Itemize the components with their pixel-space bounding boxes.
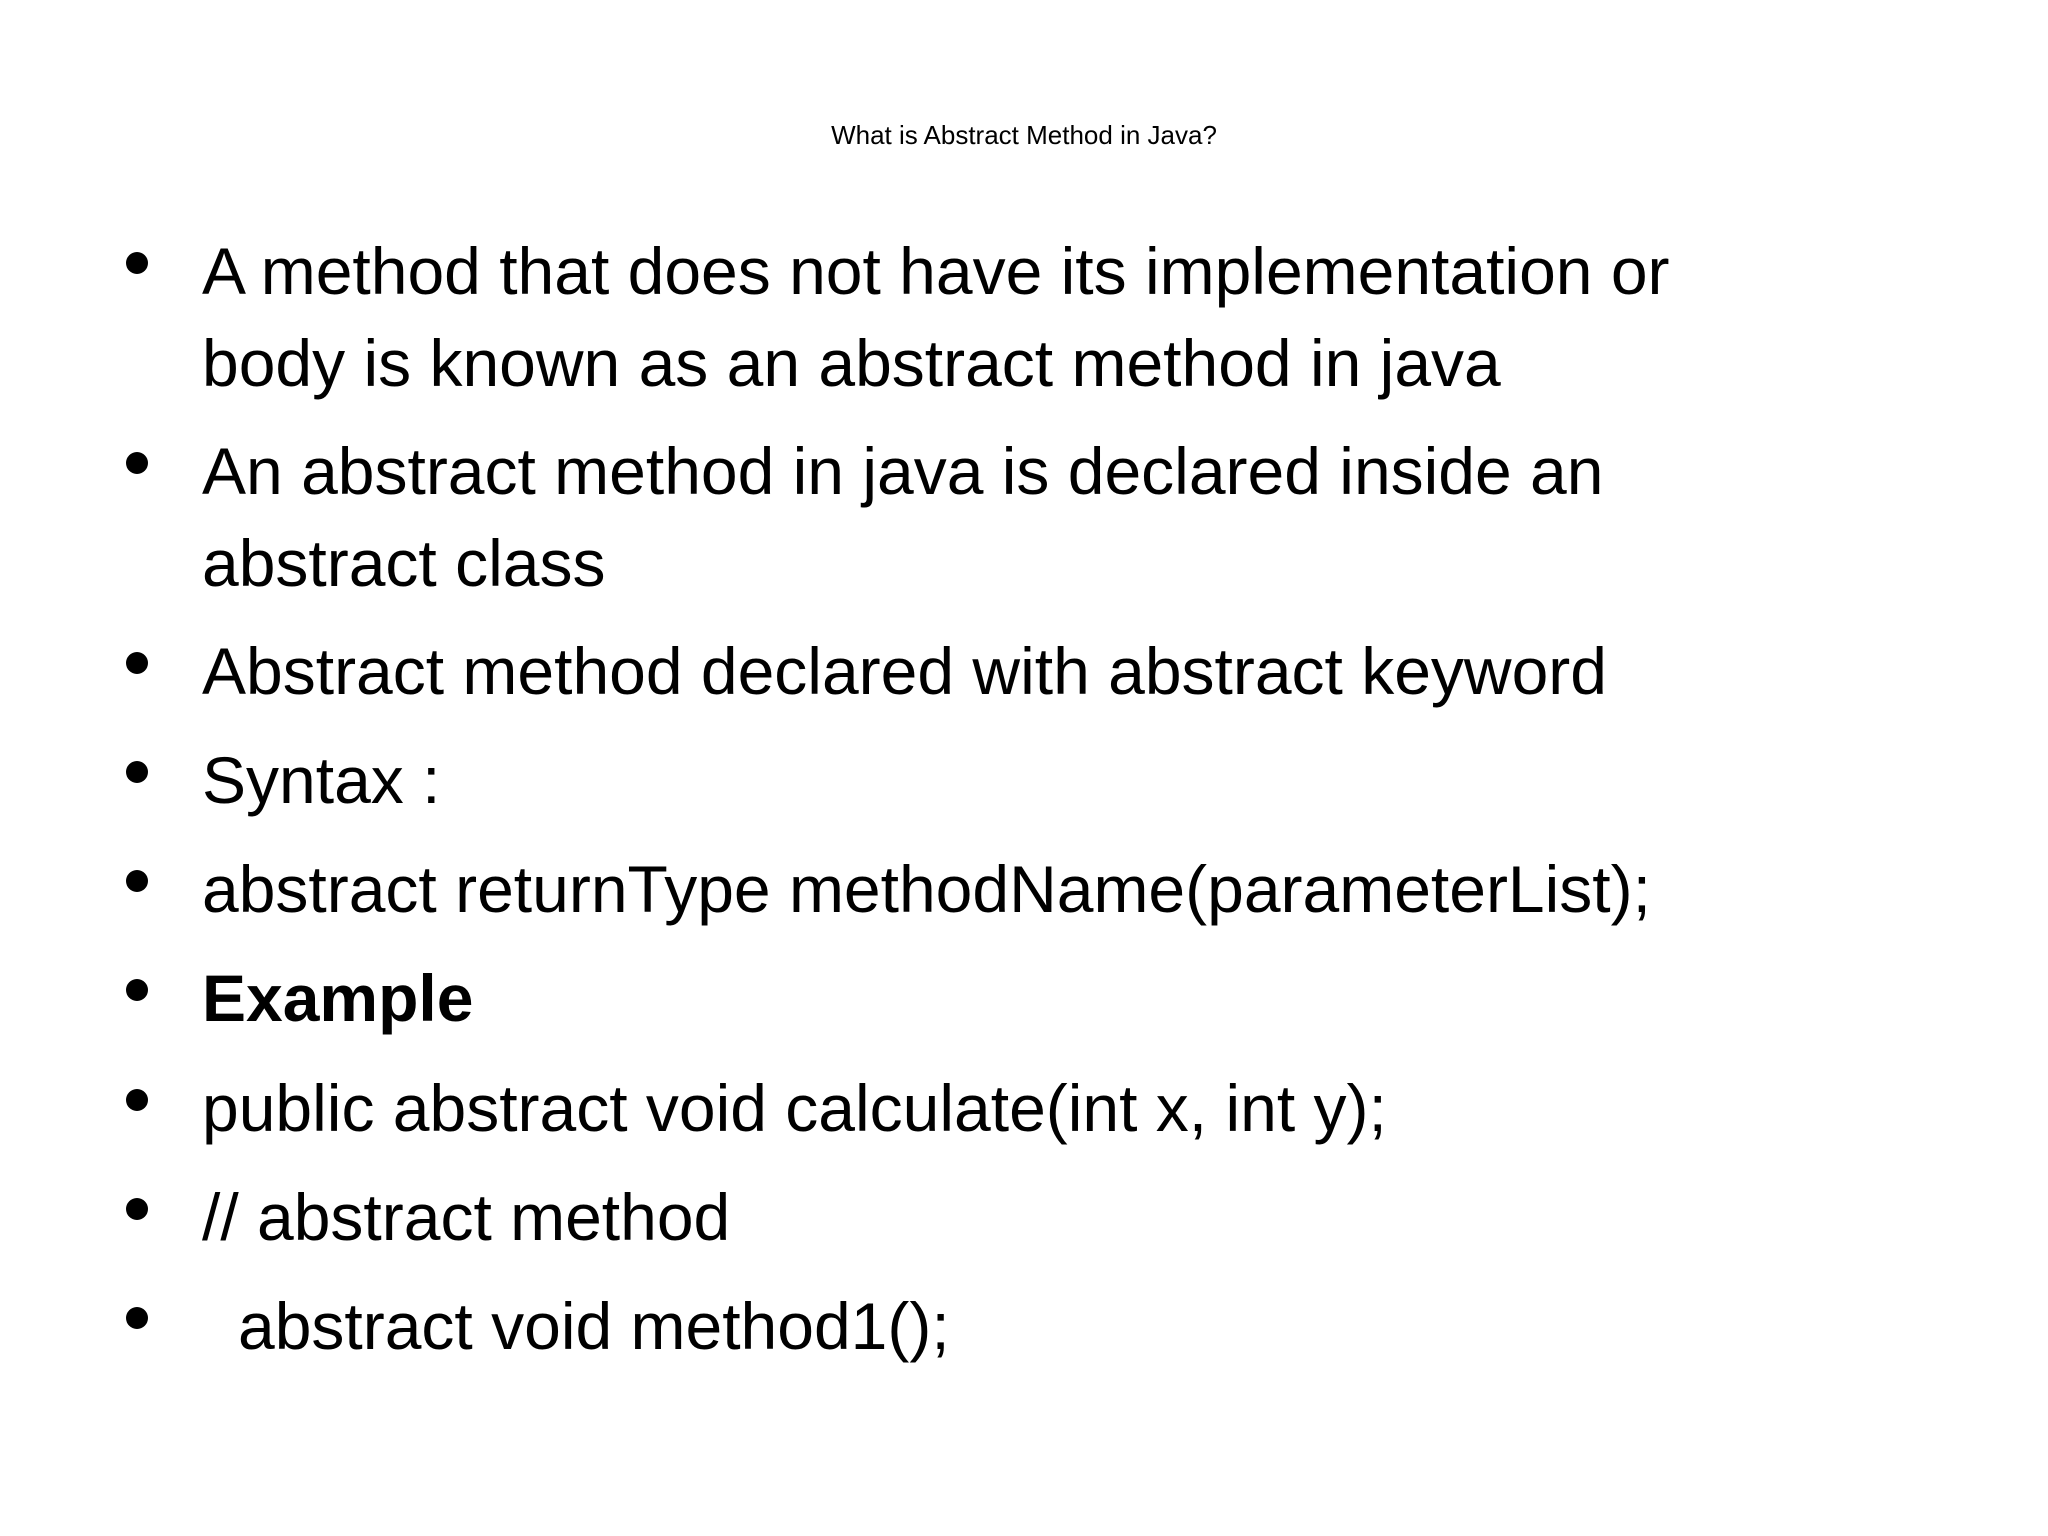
bullet-dot-icon (126, 652, 148, 674)
bullet-text: A method that does not have its implementation or (202, 234, 1670, 308)
bullet-text-continuation: abstract class (202, 526, 606, 600)
bullet-text-heading: Example (202, 961, 474, 1035)
bullet-dot-icon (126, 1198, 148, 1220)
bullet-dot-icon (126, 452, 148, 474)
bullet-text: An abstract method in java is declared inside an (202, 434, 1604, 508)
bullet-text: abstract returnType methodName(parameterList); (202, 852, 1651, 926)
bullet-text: public abstract void calculate(int x, int y); (202, 1071, 1387, 1145)
bullet-dot-icon (126, 761, 148, 783)
slide-title: What is Abstract Method in Java? (831, 120, 1217, 150)
bullet-dot-icon (126, 979, 148, 1001)
bullet-text: // abstract method (202, 1180, 731, 1254)
bullet-dot-icon (126, 870, 148, 892)
bullet-dot-icon (126, 252, 148, 274)
bullet-text: Abstract method declared with abstract keyword (202, 634, 1607, 708)
bullet-dot-icon (126, 1089, 148, 1111)
bullet-text: abstract void method1(); (238, 1289, 950, 1363)
bullet-dot-icon (126, 1307, 148, 1329)
bullet-text-continuation: body is known as an abstract method in java (202, 326, 1501, 400)
bullet-text: Syntax : (202, 743, 441, 817)
